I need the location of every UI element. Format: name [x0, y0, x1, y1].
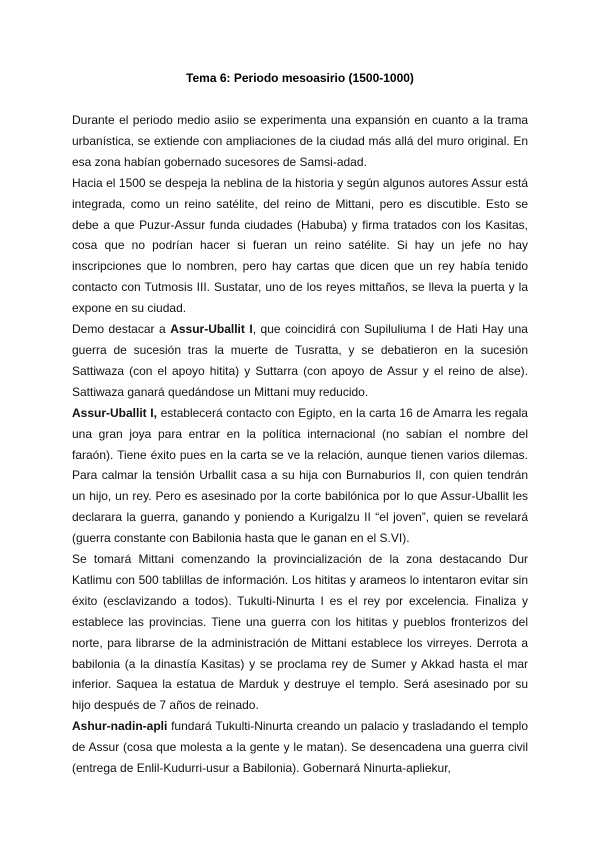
- paragraph-3-lead: Demo destacar a: [72, 322, 171, 337]
- king-name-ashur-nadin-apli: Ashur-nadin-apli: [72, 719, 168, 734]
- paragraph-2: Hacia el 1500 se despeja la neblina de la historia y según algunos autores Assur está integrada, como un reino satélite, del reino de Mittani, pero es discutible. Esto se debe a que Puzur-Assur funda ciudades (Habuba) y firma tratados con los Kasitas, cosa que no podrían hacer si fueran un reino satélite. Si hay un jefe no hay inscripciones que lo nombren, pero hay cartas que dicen que un rey había tenido contacto con Tutmosis III. Sustatar, uno de los reyes mittaños, se lleva la puerta y la expone en su ciudad.: [72, 175, 528, 316]
- paragraph-3: [72, 319, 528, 403]
- paragraph-1: Durante el periodo medio asiio se experimenta una expansión en cuanto a la trama urbanística, se extiende con ampliaciones de la ciudad más allá del muro original. En esa zona habían gobernado sucesores de Samsi-adad.: [72, 113, 528, 169]
- page-title: Tema 6: Periodo mesoasirio (1500-1000): [186, 71, 414, 85]
- paragraph-6: [72, 716, 528, 779]
- paragraph-5: Se tomará Mittani comenzando la provincialización de la zona destacando Dur Katlimu con 500 tablillas de información. Los hititas y arameos lo intentaron evitar sin éxito (esclavizando a todos). Tukulti-Ninurta I es el rey por excelencia. Finaliza y establece las provincias. Tiene una guerra con los hititas y pueblos fronterizos del norte, para librarse de la administración de Mittani establece los virreyes. Derrota a babilonia (a la dinastía Kasitas) y se proclama rey de Sumer y Akkad hasta el mar inferior. Saquea la estatua de Marduk y destruye el templo. Será asesinado por su hijo después de 7 años de reinado.: [72, 552, 528, 713]
- king-name-assur-uballit-2: Assur-Uballit I,: [72, 405, 157, 420]
- paragraph-4-rest: establecerá contacto con Egipto, en la carta 16 de Amarra les regala una gran joya para entrar en la política internacional (no sabían el nombre del faraón). Tiene éxito pues en la carta se ve la relación, aunque tienen varios dilemas. Para calmar la tensión Urballit casa a su hija con Burnaburios II, con quien tendrán un hijo, un rey. Pero es asesinado por la corte babilónica por lo que Assur-Uballit les declarara la guerra, ganando y poniendo a Kurigalzu II “el joven”, quien se revelará (guerra constante con Babilonia hasta que le ganan en el S.VI).: [72, 405, 528, 546]
- paragraph-4: [72, 403, 528, 549]
- king-name-assur-uballit: Assur-Uballit I: [170, 322, 253, 337]
- paragraph-6-rest: fundará Tukulti-Ninurta creando un palacio y trasladando el templo de Assur (cosa que molesta a la gente y le matan). Se desencadena una guerra civil (entrega de Enlil-Kudurri-usur a Babilonia). Gobernará Ninurta-apliekur,: [72, 719, 528, 776]
- paragraph-3-rest: , que coincidirá con Supiluliuma I de Hati Hay una guerra de sucesión tras la muerte de Tusratta, y se debatieron en la sucesión Sattiwaza (con el apoyo hitita) y Suttarra (con apoyo de Assur y el reino de alse). Sattiwaza ganará quedándose un Mittani muy reducido.: [72, 322, 528, 399]
- document-body: [72, 110, 528, 779]
